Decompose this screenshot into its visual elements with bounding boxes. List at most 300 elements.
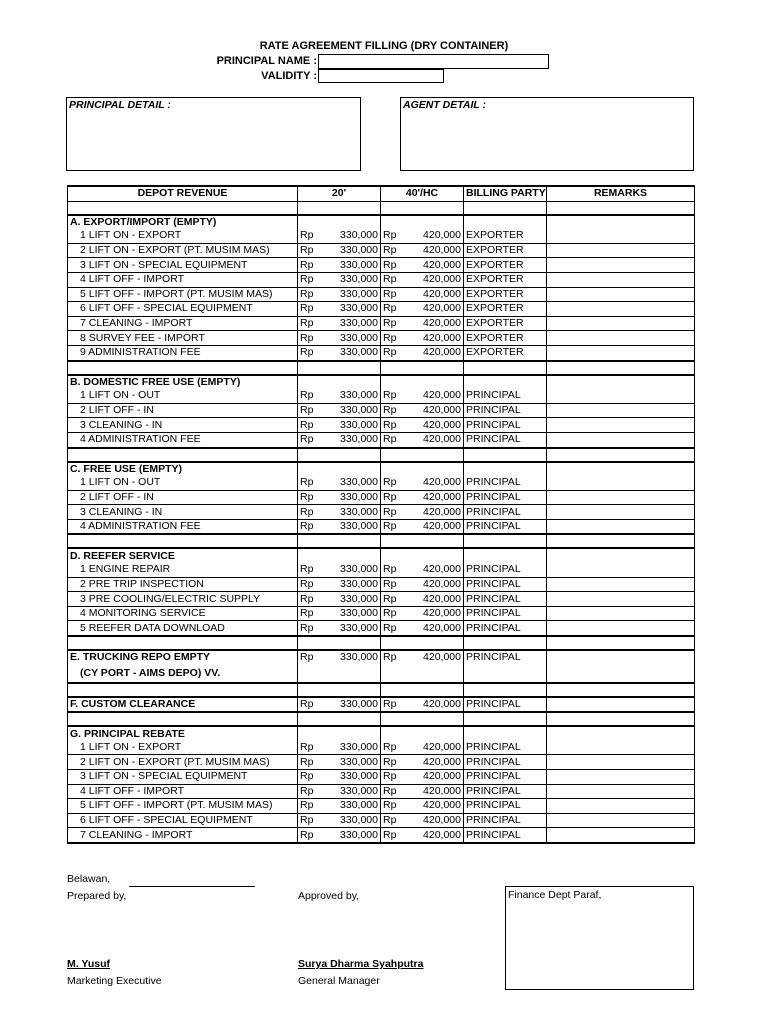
currency-label: Rp xyxy=(383,755,397,768)
price-40ft xyxy=(381,258,464,273)
currency-label: Rp xyxy=(383,418,397,431)
price-20ft xyxy=(298,403,381,418)
amount-value: 330,000 xyxy=(340,828,378,841)
table-row xyxy=(68,519,695,534)
billing-party: PRINCIPAL xyxy=(464,606,547,621)
currency-label: Rp xyxy=(383,577,397,590)
empty-cell xyxy=(68,712,298,726)
amount-value: 420,000 xyxy=(423,490,461,503)
price-20ft xyxy=(298,316,381,331)
currency-label: Rp xyxy=(383,799,397,812)
table-row xyxy=(68,592,695,607)
price-40ft xyxy=(381,229,464,243)
amount-value: 420,000 xyxy=(423,287,461,300)
billing-party: PRINCIPAL xyxy=(464,813,547,828)
price-40ft xyxy=(381,755,464,770)
approver-title: General Manager xyxy=(298,975,380,987)
amount-value: 420,000 xyxy=(423,697,461,710)
amount-value: 330,000 xyxy=(340,607,378,620)
currency-label: Rp xyxy=(300,799,314,812)
currency-label: Rp xyxy=(300,520,314,533)
currency-label: Rp xyxy=(300,784,314,797)
amount-value: 330,000 xyxy=(340,520,378,533)
table-row xyxy=(68,505,695,520)
empty-cell xyxy=(298,361,381,375)
col-40ft-hc: 40'/HC xyxy=(381,186,464,201)
currency-label: Rp xyxy=(383,505,397,518)
currency-label: Rp xyxy=(383,651,397,664)
currency-label: Rp xyxy=(300,741,314,754)
service-name: 7 CLEANING - IMPORT xyxy=(68,828,298,843)
billing-party: PRINCIPAL xyxy=(464,490,547,505)
table-row xyxy=(68,476,695,490)
empty-cell xyxy=(547,683,695,697)
amount-value: 420,000 xyxy=(423,577,461,590)
empty-cell xyxy=(381,712,464,726)
service-name: 3 LIFT ON - SPECIAL EQUIPMENT xyxy=(68,770,298,785)
table-row xyxy=(68,272,695,287)
finance-paraf-label: Finance Dept Paraf, xyxy=(508,889,602,901)
empty-cell xyxy=(547,665,695,683)
amount-value: 330,000 xyxy=(340,621,378,634)
price-20ft xyxy=(298,229,381,243)
price-40ft xyxy=(381,331,464,346)
price-20ft xyxy=(298,813,381,828)
price-20ft xyxy=(298,287,381,302)
amount-value: 420,000 xyxy=(423,331,461,344)
billing-party: PRINCIPAL xyxy=(464,505,547,520)
currency-label: Rp xyxy=(300,302,314,315)
remarks-cell xyxy=(547,784,695,799)
remarks-cell xyxy=(547,389,695,403)
billing-party: PRINCIPAL xyxy=(464,432,547,447)
empty-cell xyxy=(464,548,547,563)
currency-label: Rp xyxy=(300,404,314,417)
empty-cell xyxy=(381,636,464,650)
currency-label: Rp xyxy=(300,621,314,634)
table-row xyxy=(68,650,695,665)
service-name: 8 SURVEY FEE - IMPORT xyxy=(68,331,298,346)
empty-cell xyxy=(381,665,464,683)
billing-party: EXPORTER xyxy=(464,229,547,243)
currency-label: Rp xyxy=(383,770,397,783)
currency-label: Rp xyxy=(383,287,397,300)
amount-value: 420,000 xyxy=(423,770,461,783)
empty-cell xyxy=(68,683,298,697)
col-billing-party: BILLING PARTY xyxy=(464,186,547,201)
section-header-row xyxy=(68,548,695,563)
service-name: 3 CLEANING - IN xyxy=(68,505,298,520)
table-row xyxy=(68,770,695,785)
price-40ft xyxy=(381,828,464,843)
remarks-cell xyxy=(547,345,695,360)
empty-cell xyxy=(68,534,298,548)
amount-value: 330,000 xyxy=(340,287,378,300)
price-40ft xyxy=(381,316,464,331)
service-name: 9 ADMINISTRATION FEE xyxy=(68,345,298,360)
amount-value: 330,000 xyxy=(340,331,378,344)
currency-label: Rp xyxy=(383,697,397,710)
rate-table xyxy=(67,185,695,844)
service-name: 2 LIFT ON - EXPORT (PT. MUSIM MAS) xyxy=(68,755,298,770)
currency-label: Rp xyxy=(383,404,397,417)
currency-label: Rp xyxy=(383,229,397,242)
billing-party: EXPORTER xyxy=(464,316,547,331)
amount-value: 330,000 xyxy=(340,229,378,242)
price-40ft xyxy=(381,302,464,317)
empty-cell xyxy=(68,361,298,375)
price-40ft xyxy=(381,345,464,360)
section-header-row xyxy=(68,726,695,741)
billing-party: PRINCIPAL xyxy=(464,403,547,418)
amount-value: 420,000 xyxy=(423,229,461,242)
service-name: 4 ADMINISTRATION FEE xyxy=(68,519,298,534)
remarks-cell xyxy=(547,272,695,287)
empty-cell xyxy=(381,683,464,697)
table-row xyxy=(68,432,695,447)
currency-label: Rp xyxy=(300,607,314,620)
price-20ft xyxy=(298,432,381,447)
service-name: 4 ADMINISTRATION FEE xyxy=(68,432,298,447)
col-depot-revenue: DEPOT REVENUE xyxy=(68,186,298,201)
currency-label: Rp xyxy=(300,287,314,300)
remarks-cell xyxy=(547,741,695,755)
section-title: F. CUSTOM CLEARANCE xyxy=(68,697,298,713)
principal-name-label: PRINCIPAL NAME : xyxy=(216,55,317,67)
spacer-row xyxy=(68,712,695,726)
currency-label: Rp xyxy=(300,814,314,827)
amount-value: 420,000 xyxy=(423,302,461,315)
amount-value: 330,000 xyxy=(340,755,378,768)
empty-cell xyxy=(381,462,464,477)
table-row xyxy=(68,418,695,433)
empty-cell xyxy=(298,462,381,477)
price-40ft xyxy=(381,519,464,534)
billing-party: PRINCIPAL xyxy=(464,741,547,755)
table-row xyxy=(68,490,695,505)
amount-value: 420,000 xyxy=(423,273,461,286)
billing-party: PRINCIPAL xyxy=(464,418,547,433)
currency-label: Rp xyxy=(383,592,397,605)
empty-cell xyxy=(547,215,695,230)
price-20ft xyxy=(298,302,381,317)
billing-party: EXPORTER xyxy=(464,345,547,360)
service-name: 1 LIFT ON - EXPORT xyxy=(68,229,298,243)
currency-label: Rp xyxy=(300,697,314,710)
billing-party: PRINCIPAL xyxy=(464,621,547,636)
currency-label: Rp xyxy=(300,389,314,402)
table-row xyxy=(68,621,695,636)
service-name: 2 LIFT ON - EXPORT (PT. MUSIM MAS) xyxy=(68,243,298,258)
remarks-cell xyxy=(547,828,695,843)
empty-cell xyxy=(68,636,298,650)
amount-value: 330,000 xyxy=(340,784,378,797)
empty-cell xyxy=(547,462,695,477)
billing-party: PRINCIPAL xyxy=(464,519,547,534)
remarks-cell xyxy=(547,418,695,433)
empty-cell xyxy=(464,448,547,462)
currency-label: Rp xyxy=(383,317,397,330)
col-remarks: REMARKS xyxy=(547,186,695,201)
empty-cell xyxy=(381,534,464,548)
price-40ft xyxy=(381,490,464,505)
amount-value: 330,000 xyxy=(340,273,378,286)
billing-party: PRINCIPAL xyxy=(464,650,547,665)
amount-value: 330,000 xyxy=(340,814,378,827)
amount-value: 420,000 xyxy=(423,244,461,257)
price-40ft xyxy=(381,621,464,636)
empty-cell xyxy=(547,361,695,375)
remarks-cell xyxy=(547,243,695,258)
amount-value: 420,000 xyxy=(423,592,461,605)
approver-name: Surya Dharma Syahputra xyxy=(298,958,424,970)
amount-value: 330,000 xyxy=(340,592,378,605)
table-row xyxy=(68,287,695,302)
table-row xyxy=(68,799,695,814)
amount-value: 330,000 xyxy=(340,317,378,330)
remarks-cell xyxy=(547,432,695,447)
spacer-row xyxy=(68,448,695,462)
price-40ft xyxy=(381,389,464,403)
amount-value: 420,000 xyxy=(423,828,461,841)
amount-value: 420,000 xyxy=(423,755,461,768)
currency-label: Rp xyxy=(300,592,314,605)
service-name: 1 LIFT ON - EXPORT xyxy=(68,741,298,755)
remarks-cell xyxy=(547,476,695,490)
empty-cell xyxy=(464,201,547,215)
billing-party: PRINCIPAL xyxy=(464,770,547,785)
amount-value: 420,000 xyxy=(423,563,461,576)
amount-value: 420,000 xyxy=(423,505,461,518)
section-header-row xyxy=(68,462,695,477)
service-name: 4 LIFT OFF - IMPORT xyxy=(68,784,298,799)
spacer-row xyxy=(68,361,695,375)
price-20ft xyxy=(298,563,381,577)
service-name: 1 LIFT ON - OUT xyxy=(68,476,298,490)
table-row xyxy=(68,606,695,621)
currency-label: Rp xyxy=(300,273,314,286)
agent-detail-label: AGENT DETAIL : xyxy=(403,99,487,111)
amount-value: 420,000 xyxy=(423,520,461,533)
billing-party: PRINCIPAL xyxy=(464,563,547,577)
table-row xyxy=(68,828,695,843)
section-title: B. DOMESTIC FREE USE (EMPTY) xyxy=(68,375,298,390)
table-row xyxy=(68,389,695,403)
empty-cell xyxy=(547,448,695,462)
table-row xyxy=(68,665,695,683)
price-20ft xyxy=(298,505,381,520)
billing-party: PRINCIPAL xyxy=(464,755,547,770)
service-name: 6 LIFT OFF - SPECIAL EQUIPMENT xyxy=(68,813,298,828)
price-40ft xyxy=(381,272,464,287)
service-name: 3 LIFT ON - SPECIAL EQUIPMENT xyxy=(68,258,298,273)
date-line[interactable] xyxy=(129,886,255,887)
validity-field[interactable] xyxy=(318,69,444,83)
amount-value: 420,000 xyxy=(423,418,461,431)
empty-cell xyxy=(547,712,695,726)
price-20ft xyxy=(298,770,381,785)
billing-party: EXPORTER xyxy=(464,287,547,302)
service-name: 2 PRE TRIP INSPECTION xyxy=(68,577,298,592)
table-row xyxy=(68,813,695,828)
currency-label: Rp xyxy=(300,490,314,503)
currency-label: Rp xyxy=(383,607,397,620)
amount-value: 420,000 xyxy=(423,346,461,359)
currency-label: Rp xyxy=(383,784,397,797)
prepared-by-label: Prepared by, xyxy=(67,890,127,902)
currency-label: Rp xyxy=(300,229,314,242)
section-title: G. PRINCIPAL REBATE xyxy=(68,726,298,741)
price-40ft xyxy=(381,799,464,814)
currency-label: Rp xyxy=(383,302,397,315)
currency-label: Rp xyxy=(383,258,397,271)
amount-value: 330,000 xyxy=(340,770,378,783)
currency-label: Rp xyxy=(300,258,314,271)
table-row xyxy=(68,345,695,360)
amount-value: 420,000 xyxy=(423,317,461,330)
price-20ft xyxy=(298,828,381,843)
remarks-cell xyxy=(547,229,695,243)
empty-cell xyxy=(547,201,695,215)
remarks-cell xyxy=(547,755,695,770)
price-40ft xyxy=(381,592,464,607)
empty-cell xyxy=(464,215,547,230)
amount-value: 330,000 xyxy=(340,741,378,754)
spacer-row xyxy=(68,683,695,697)
empty-cell xyxy=(298,534,381,548)
approved-by-label: Approved by, xyxy=(298,890,360,902)
section-title: A. EXPORT/IMPORT (EMPTY) xyxy=(68,215,298,230)
table-row xyxy=(68,229,695,243)
service-name: 5 REEFER DATA DOWNLOAD xyxy=(68,621,298,636)
preparer-title: Marketing Executive xyxy=(67,975,162,987)
price-40ft xyxy=(381,418,464,433)
price-20ft xyxy=(298,784,381,799)
currency-label: Rp xyxy=(383,490,397,503)
currency-label: Rp xyxy=(383,814,397,827)
billing-party: PRINCIPAL xyxy=(464,389,547,403)
billing-party: PRINCIPAL xyxy=(464,784,547,799)
validity-label: VALIDITY : xyxy=(261,70,317,82)
price-20ft xyxy=(298,490,381,505)
remarks-cell xyxy=(547,287,695,302)
remarks-cell xyxy=(547,316,695,331)
amount-value: 330,000 xyxy=(340,258,378,271)
price-40ft xyxy=(381,505,464,520)
currency-label: Rp xyxy=(300,476,314,489)
price-40ft xyxy=(381,476,464,490)
finance-paraf-box[interactable] xyxy=(505,886,694,990)
empty-cell xyxy=(464,375,547,390)
preparer-name: M. Yusuf xyxy=(67,958,110,970)
amount-value: 330,000 xyxy=(340,490,378,503)
remarks-cell xyxy=(547,813,695,828)
amount-value: 420,000 xyxy=(423,404,461,417)
table-row xyxy=(68,258,695,273)
principal-name-field[interactable] xyxy=(318,54,549,69)
section-title: E. TRUCKING REPO EMPTY xyxy=(68,650,298,665)
document-title: RATE AGREEMENT FILLING (DRY CONTAINER) xyxy=(259,40,509,52)
service-name: 3 PRE COOLING/ELECTRIC SUPPLY xyxy=(68,592,298,607)
remarks-cell xyxy=(547,577,695,592)
amount-value: 420,000 xyxy=(423,799,461,812)
amount-value: 330,000 xyxy=(340,651,378,664)
currency-label: Rp xyxy=(300,317,314,330)
currency-label: Rp xyxy=(383,563,397,576)
service-name: 4 MONITORING SERVICE xyxy=(68,606,298,621)
empty-cell xyxy=(547,548,695,563)
remarks-cell xyxy=(547,592,695,607)
currency-label: Rp xyxy=(383,476,397,489)
price-40ft xyxy=(381,287,464,302)
currency-label: Rp xyxy=(300,770,314,783)
table-row xyxy=(68,243,695,258)
service-name: 2 LIFT OFF - IN xyxy=(68,490,298,505)
remarks-cell xyxy=(547,403,695,418)
currency-label: Rp xyxy=(383,621,397,634)
price-20ft xyxy=(298,621,381,636)
agent-detail-box[interactable] xyxy=(400,97,694,171)
empty-cell xyxy=(298,548,381,563)
principal-detail-box[interactable] xyxy=(66,97,361,171)
section-header-row xyxy=(68,375,695,390)
service-name: 4 LIFT OFF - IMPORT xyxy=(68,272,298,287)
section-title: C. FREE USE (EMPTY) xyxy=(68,462,298,477)
remarks-cell xyxy=(547,697,695,713)
empty-cell xyxy=(464,361,547,375)
spacer-row xyxy=(68,534,695,548)
amount-value: 420,000 xyxy=(423,433,461,446)
price-20ft xyxy=(298,345,381,360)
place-label: Belawan, xyxy=(67,873,111,885)
amount-value: 330,000 xyxy=(340,433,378,446)
remarks-cell xyxy=(547,302,695,317)
amount-value: 330,000 xyxy=(340,404,378,417)
table-row xyxy=(68,784,695,799)
billing-party: PRINCIPAL xyxy=(464,828,547,843)
table-row xyxy=(68,741,695,755)
price-40ft xyxy=(381,784,464,799)
price-20ft xyxy=(298,741,381,755)
price-40ft xyxy=(381,243,464,258)
currency-label: Rp xyxy=(383,828,397,841)
amount-value: 420,000 xyxy=(423,814,461,827)
empty-cell xyxy=(381,215,464,230)
table-row xyxy=(68,755,695,770)
service-name: 1 LIFT ON - OUT xyxy=(68,389,298,403)
table-row xyxy=(68,331,695,346)
table-row xyxy=(68,697,695,713)
price-40ft xyxy=(381,563,464,577)
price-20ft xyxy=(298,243,381,258)
empty-cell xyxy=(464,712,547,726)
service-name: 7 CLEANING - IMPORT xyxy=(68,316,298,331)
remarks-cell xyxy=(547,770,695,785)
currency-label: Rp xyxy=(300,244,314,257)
empty-cell xyxy=(298,215,381,230)
section-subtitle: (CY PORT - AIMS DEPO) VV. xyxy=(68,665,298,683)
remarks-cell xyxy=(547,258,695,273)
price-40ft xyxy=(381,577,464,592)
amount-value: 330,000 xyxy=(340,244,378,257)
remarks-cell xyxy=(547,331,695,346)
currency-label: Rp xyxy=(300,755,314,768)
price-40ft xyxy=(381,813,464,828)
remarks-cell xyxy=(547,799,695,814)
currency-label: Rp xyxy=(300,418,314,431)
empty-cell xyxy=(381,548,464,563)
remarks-cell xyxy=(547,519,695,534)
